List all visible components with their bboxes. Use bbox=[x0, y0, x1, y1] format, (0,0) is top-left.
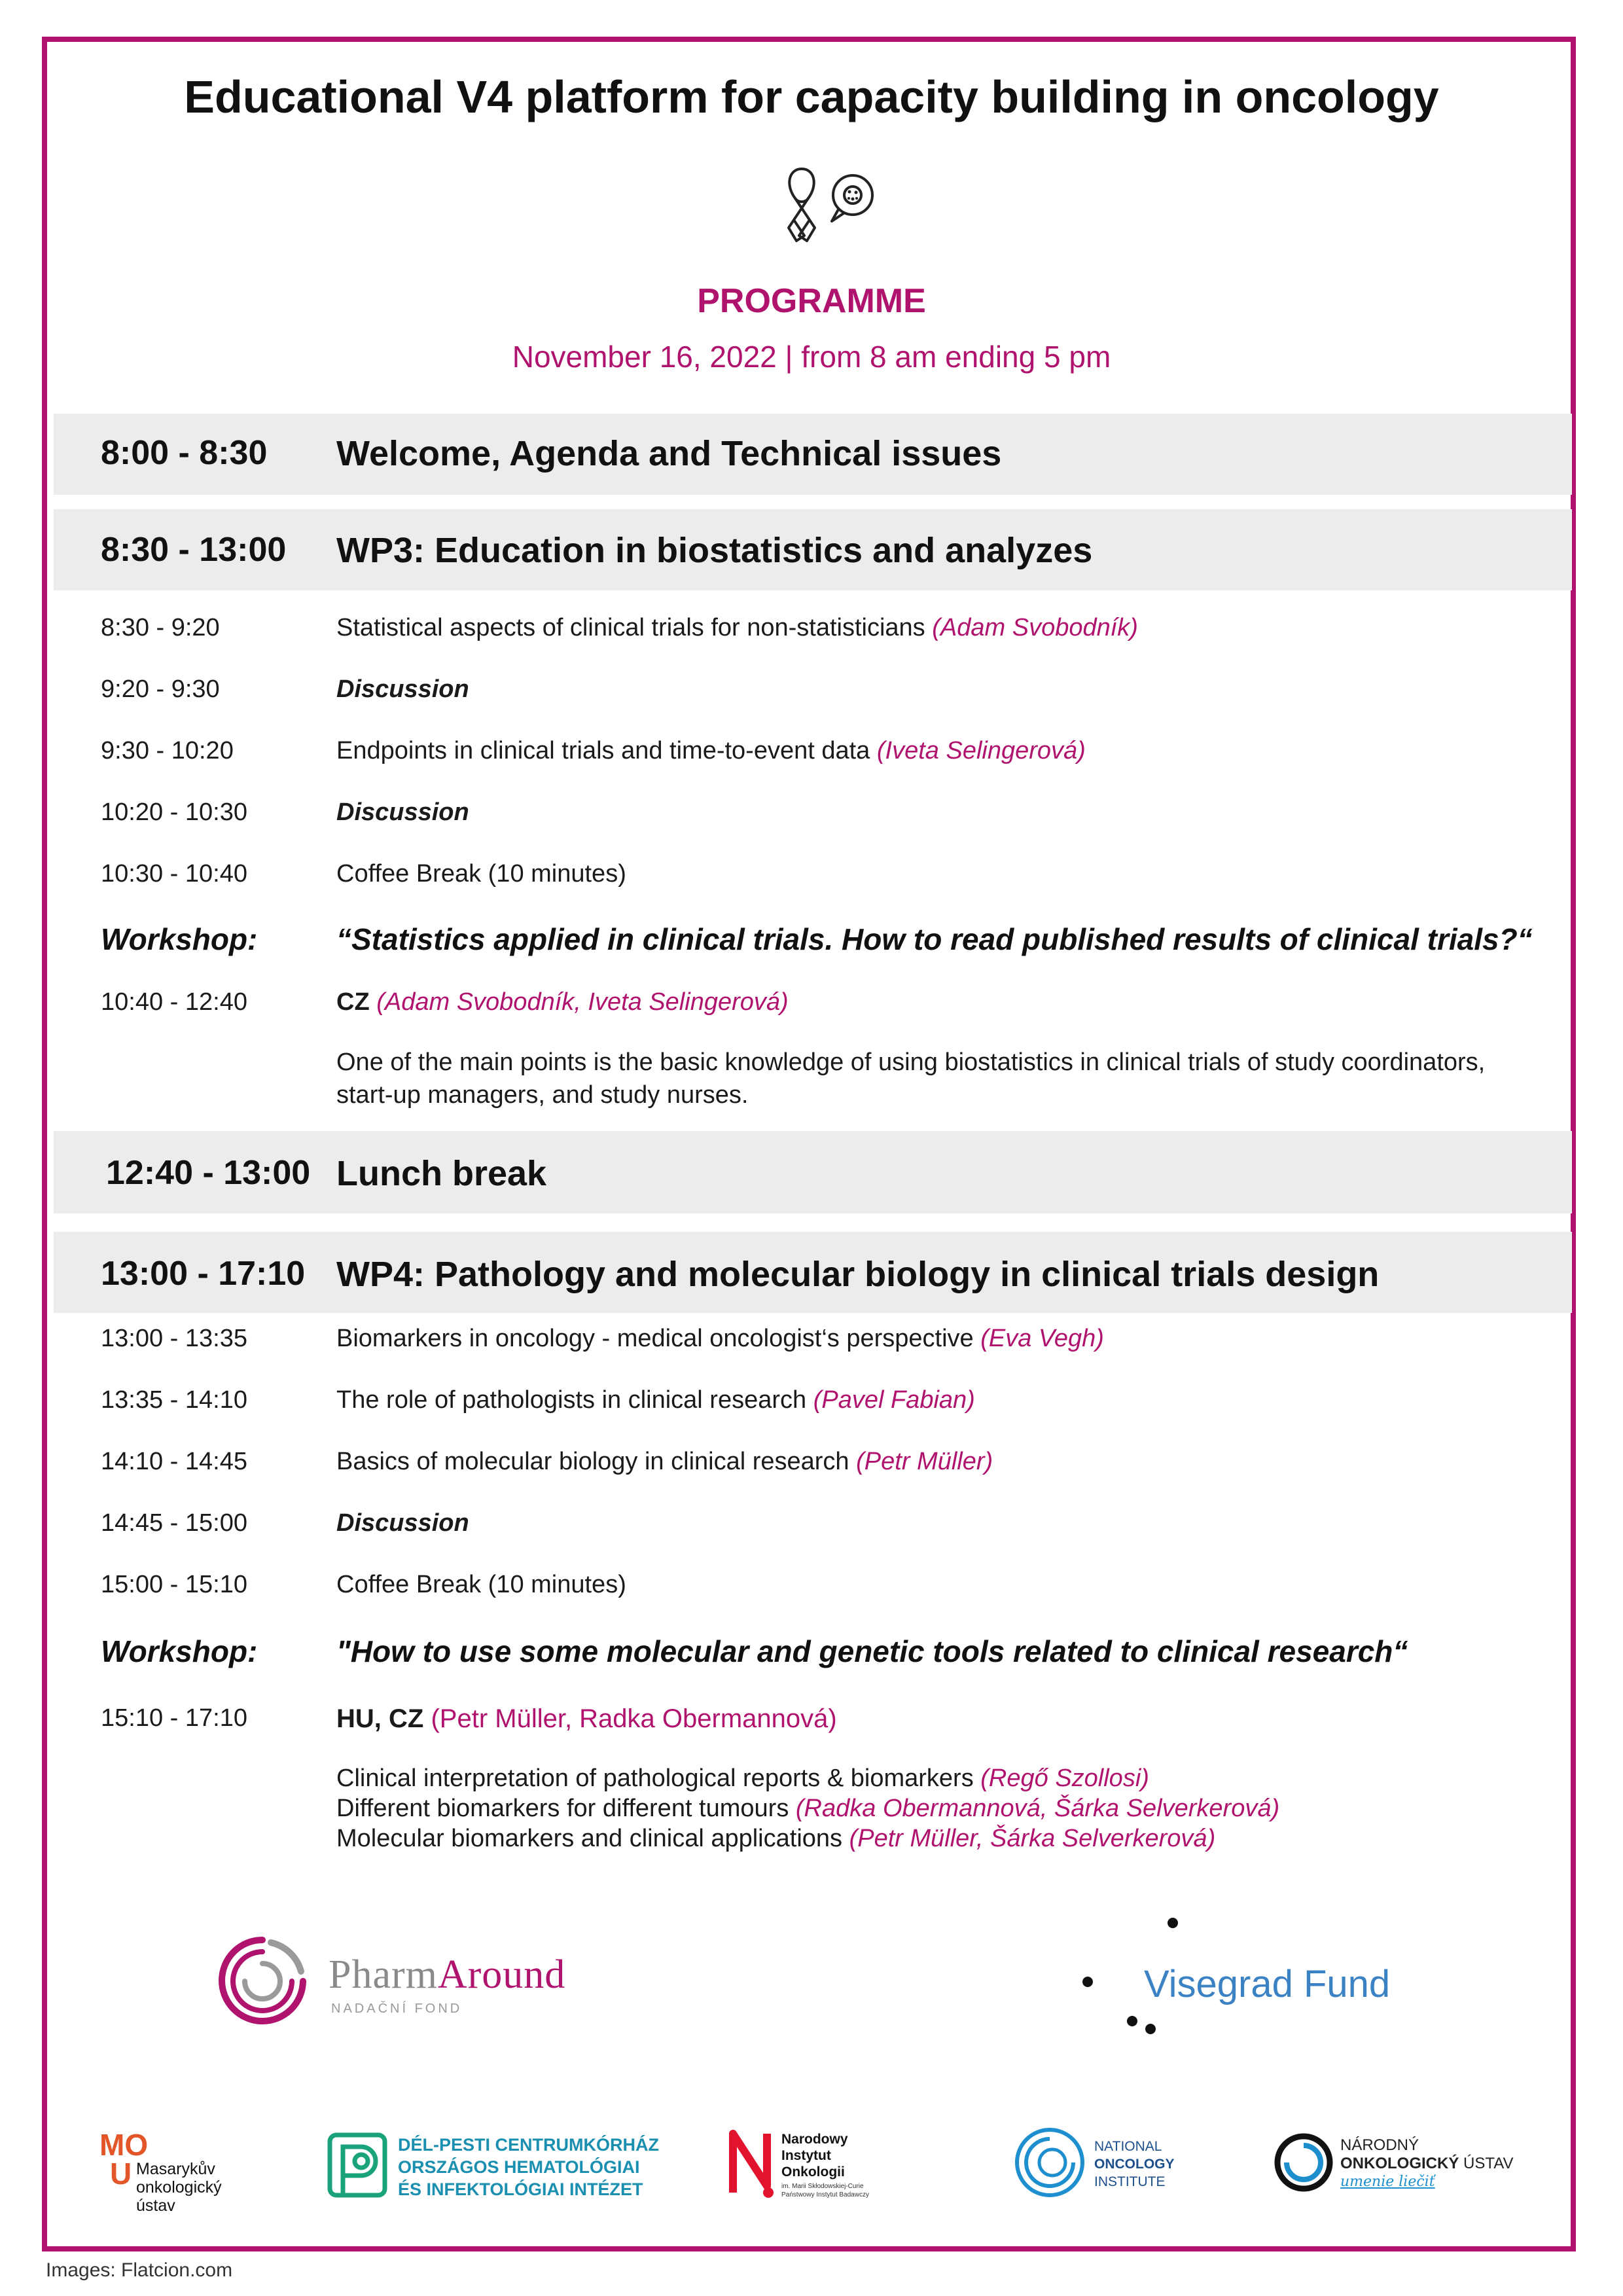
event-date: November 16, 2022 | from 8 am ending 5 pm bbox=[512, 340, 1111, 374]
programme-heading: PROGRAMME bbox=[697, 282, 926, 320]
nio-mark-icon bbox=[725, 2127, 777, 2199]
speaker: (Adam Svobodník) bbox=[932, 614, 1138, 641]
agenda-title: Statistical aspects of clinical trials for non-statisticians (Adam Svobodník) bbox=[336, 614, 1138, 641]
noi-name: NATIONAL ONCOLOGY INSTITUTE bbox=[1094, 2139, 1175, 2189]
mou-logo bbox=[99, 2130, 270, 2221]
image-credit: Images: Flatcion.com bbox=[46, 2259, 233, 2281]
discussion-label: Discussion bbox=[336, 675, 469, 703]
nio-logo bbox=[725, 2125, 921, 2216]
nou-tagline: umenie liečiť bbox=[1340, 2174, 1435, 2190]
workshop-country: HU, CZ (Petr Müller, Radka Obermannová) bbox=[336, 1704, 837, 1733]
noi-mark-icon bbox=[1013, 2126, 1086, 2199]
session-label: Welcome, Agenda and Technical issues bbox=[336, 434, 1002, 473]
nou-mark-icon bbox=[1272, 2131, 1335, 2194]
workshop-title: "How to use some molecular and genetic tools related to clinical research“ bbox=[336, 1634, 1408, 1668]
agenda-time: 10:30 - 10:40 bbox=[101, 860, 247, 888]
awareness-ribbon-icon bbox=[776, 162, 880, 247]
agenda-title: Coffee Break (10 minutes) bbox=[336, 860, 626, 888]
agenda-time: 9:30 - 10:20 bbox=[101, 737, 234, 764]
session-time: 8:30 - 13:00 bbox=[101, 531, 287, 569]
workshop-country: CZ (Adam Svobodník, Iveta Selingerová) bbox=[336, 988, 789, 1016]
mou-name: Masarykův onkologický ústav bbox=[136, 2160, 222, 2215]
session-time: 8:00 - 8:30 bbox=[101, 434, 268, 472]
topic-line: Molecular biomarkers and clinical applications (Petr Müller, Šárka Selverkerová) bbox=[336, 1825, 1216, 1852]
speaker: (Radka Obermannová, Šárka Selverkerová) bbox=[795, 1795, 1280, 1822]
pharmaround-logo bbox=[213, 1932, 632, 2037]
visegrad-fund-logo bbox=[1073, 1911, 1414, 2049]
mou-abbr-u: U bbox=[110, 2157, 132, 2191]
pharmaround-subtitle: NADAČNÍ FOND bbox=[331, 2001, 463, 2016]
speaker: (Petr Müller) bbox=[856, 1448, 993, 1475]
nou-logo bbox=[1272, 2128, 1534, 2200]
discussion-label: Discussion bbox=[336, 798, 469, 826]
speaker: (Regő Szollosi) bbox=[980, 1765, 1149, 1792]
agenda-time: 13:35 - 14:10 bbox=[101, 1386, 247, 1414]
nio-subtitle: im. Marii Skłodowskiej-Curie Państwowy Instytut Badawczy bbox=[781, 2183, 869, 2198]
agenda-time: 13:00 - 13:35 bbox=[101, 1325, 247, 1352]
session-band-wp4 bbox=[54, 1232, 1572, 1313]
delpesti-mark-icon bbox=[326, 2131, 389, 2199]
agenda-time: 15:00 - 15:10 bbox=[101, 1571, 247, 1598]
agenda-time: 10:20 - 10:30 bbox=[101, 798, 247, 826]
session-time: 12:40 - 13:00 bbox=[106, 1154, 311, 1192]
workshop-label: Workshop: bbox=[101, 1634, 258, 1668]
mou-abbr: MO bbox=[99, 2128, 149, 2162]
workshop-description: One of the main points is the basic knowledge of using biostatistics in clinical trials of study coordinators, start-up managers, and study nurses. bbox=[336, 1049, 1486, 1109]
agenda-time: 10:40 - 12:40 bbox=[101, 988, 247, 1016]
session-label: WP4: Pathology and molecular biology in clinical trials design bbox=[336, 1255, 1380, 1294]
pharmaround-mark-icon bbox=[213, 1932, 312, 2030]
agenda-time: 9:20 - 9:30 bbox=[101, 675, 220, 703]
agenda-time: 14:10 - 14:45 bbox=[101, 1448, 247, 1475]
workshop-topics bbox=[336, 1763, 1501, 1854]
session-band-wp3 bbox=[54, 509, 1572, 590]
agenda-title: Basics of molecular biology in clinical research (Petr Müller) bbox=[336, 1448, 993, 1475]
workshop-title: “Statistics applied in clinical trials. How to read published results of clinical trials?“ bbox=[336, 922, 1533, 956]
session-label: WP3: Education in biostatistics and analyzes bbox=[336, 531, 1093, 570]
topic-line: Different biomarkers for different tumours (Radka Obermannová, Šárka Selverkerová) bbox=[336, 1795, 1280, 1822]
pharmaround-wordmark: PharmAround bbox=[329, 1952, 566, 1997]
speaker: (Petr Müller, Radka Obermannová) bbox=[431, 1704, 837, 1733]
agenda-time: 8:30 - 9:20 bbox=[101, 614, 220, 641]
delpesti-logo bbox=[326, 2127, 666, 2206]
agenda-title: Endpoints in clinical trials and time-to-event data (Iveta Selingerová) bbox=[336, 737, 1086, 764]
visegrad-fund-name: Visegrad Fund bbox=[1144, 1963, 1391, 2005]
speaker: (Petr Müller, Šárka Selverkerová) bbox=[849, 1825, 1216, 1852]
session-time: 13:00 - 17:10 bbox=[101, 1255, 306, 1293]
agenda-title: Coffee Break (10 minutes) bbox=[336, 1571, 626, 1598]
speaker: (Eva Vegh) bbox=[980, 1325, 1104, 1352]
topic-line: Clinical interpretation of pathological reports & biomarkers (Regő Szollosi) bbox=[336, 1765, 1149, 1792]
discussion-label: Discussion bbox=[336, 1509, 469, 1537]
workshop-label: Workshop: bbox=[101, 922, 258, 956]
speaker: (Iveta Selingerová) bbox=[876, 737, 1086, 764]
session-band-welcome bbox=[54, 414, 1572, 495]
agenda-title: Biomarkers in oncology - medical oncologist‘s perspective (Eva Vegh) bbox=[336, 1325, 1104, 1352]
session-label: Lunch break bbox=[336, 1154, 547, 1193]
session-band-lunch bbox=[54, 1131, 1572, 1213]
agenda-title: The role of pathologists in clinical research (Pavel Fabian) bbox=[336, 1386, 975, 1414]
agenda-time: 14:45 - 15:00 bbox=[101, 1509, 247, 1537]
delpesti-name: DÉL-PESTI CENTRUMKÓRHÁZ ORSZÁGOS HEMATOLÓGIAI ÉS INFEKTOLÓGIAI INTÉZET bbox=[398, 2135, 659, 2199]
nou-name: NÁRODNÝ ONKOLOGICKÝ ÚSTAV umenie liečiť bbox=[1340, 2136, 1514, 2190]
noi-logo bbox=[1013, 2123, 1196, 2208]
speaker: (Adam Svobodník, Iveta Selingerová) bbox=[376, 988, 789, 1016]
speaker: (Pavel Fabian) bbox=[813, 1386, 975, 1414]
agenda-time: 15:10 - 17:10 bbox=[101, 1704, 247, 1732]
page-title: Educational V4 platform for capacity building in oncology bbox=[184, 71, 1439, 122]
nio-name: Narodowy Instytut Onkologii bbox=[781, 2132, 848, 2179]
